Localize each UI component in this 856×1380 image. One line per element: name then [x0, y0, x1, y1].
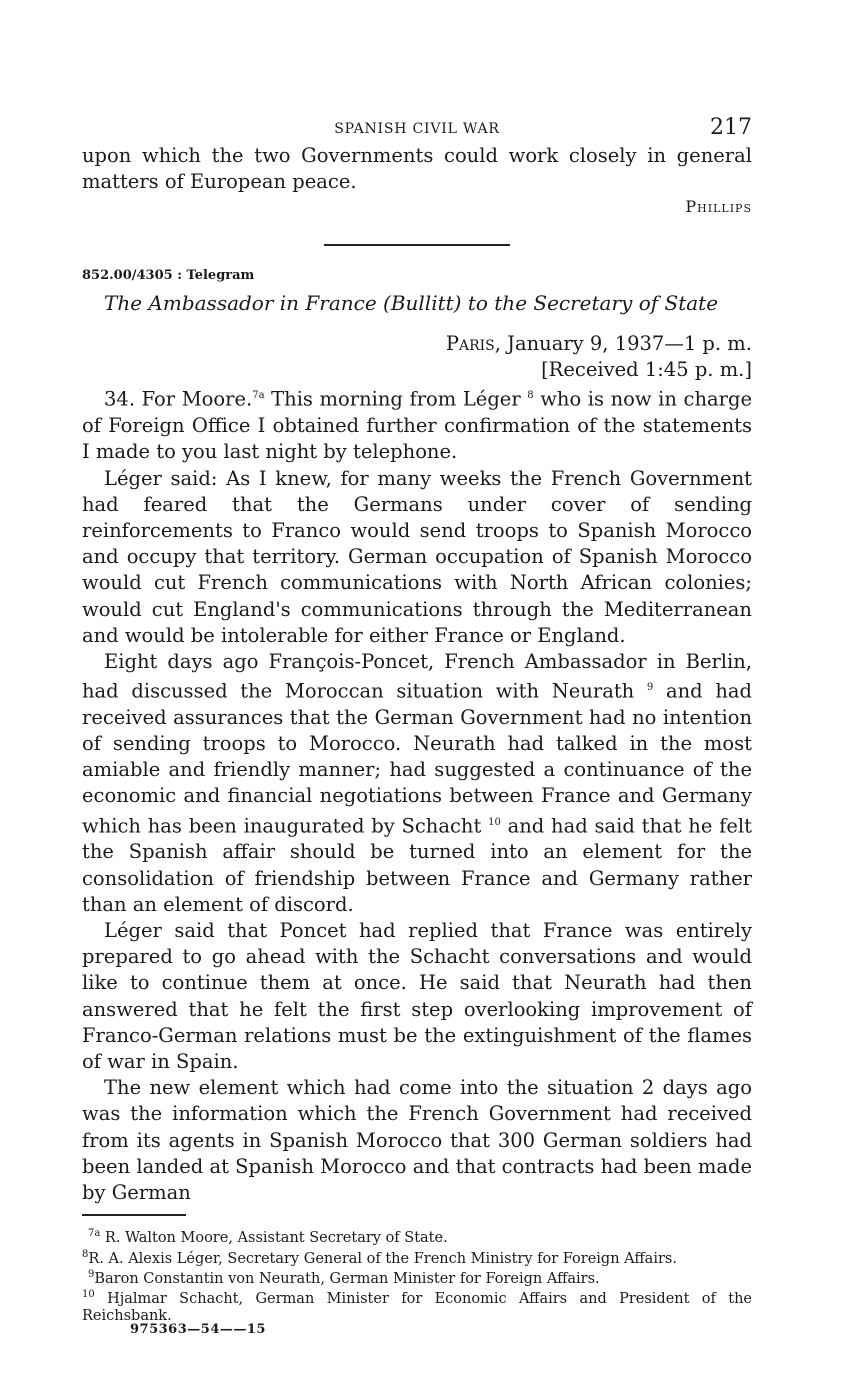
section-divider — [324, 244, 510, 246]
footnote-text: R. A. Alexis Léger, Secretary General of the French Ministry for Foreign Affairs. — [88, 1250, 677, 1267]
footnote-text: Hjalmar Schacht, German Minister for Economic Affairs and President of the Reichsbank. — [82, 1291, 752, 1324]
document-title: The Ambassador in France (Bullitt) to the Secretary of State — [104, 291, 719, 316]
footnote-ref: 7a — [252, 390, 265, 402]
page-header — [82, 115, 752, 143]
footnote-7a — [82, 1226, 752, 1246]
carryover-block — [82, 143, 752, 195]
footnote-text: Baron Constantin von Neurath, German Minister for Foreign Affairs. — [94, 1270, 600, 1287]
text-run: Eight days ago François-Poncet, French Ambassador in Berlin, had discussed the Moroccan situation with Neurath — [82, 649, 752, 703]
text-run: This morning from Léger — [264, 387, 528, 411]
footnote-mark: 8 — [82, 1248, 89, 1260]
dateline — [82, 331, 752, 383]
paragraph-1 — [82, 383, 752, 465]
received-line: [Received 1:45 p. m.] — [541, 358, 752, 382]
text-run: and had received assurances that the German Government had no intention of sending troops to Morocco. Neurath had talked in the most amiable and friendly manner; had suggested a continuance of the economic and financial negotiations between France and Germany which has been inaugurated by Schacht — [82, 679, 753, 838]
page — [82, 115, 752, 1324]
paragraph-4: Léger said that Poncet had replied that France was entirely prepared to go ahead with the Schacht conversations and would like to continue them at once. He said that Neurath had then answered that he felt the first step overlooking improvement of Franco-German relations must be the extinguishment of the flames of war in Spain. — [82, 918, 752, 1073]
footnote-mark: 7a — [88, 1228, 101, 1240]
printer-mark: 975363—54——15 — [130, 1322, 266, 1337]
footnote-mark: 10 — [82, 1289, 95, 1301]
text-run: and had said that he felt the Spanish affair should be turned into an element for the consolidation of friendship between France and Germany rather than an element of discord. — [82, 814, 752, 916]
footnote-rule — [82, 1214, 186, 1216]
page-number: 217 — [710, 115, 752, 140]
footnote-8 — [82, 1247, 752, 1267]
paragraph-3 — [82, 649, 752, 918]
signature: Phillips — [685, 197, 752, 217]
footnote-ref: 10 — [488, 816, 501, 828]
place: Paris, — [445, 332, 501, 356]
footnotes — [82, 1226, 752, 1324]
running-title: SPANISH CIVIL WAR — [334, 121, 500, 137]
footnote-ref: 8 — [527, 390, 534, 402]
footnote-text: R. Walton Moore, Assistant Secretary of State. — [100, 1230, 448, 1247]
footnote-10 — [82, 1287, 752, 1324]
carryover-paragraph: upon which the two Governments could work closely in general matters of European peace. — [82, 144, 752, 194]
text-run: 34. For Moore. — [104, 387, 253, 411]
paragraph-2: Léger said: As I knew, for many weeks the French Government had feared that the Germans under cover of sending reinforcements to Franco would send troops to Spanish Morocco and occupy that territory. German occupation of Spanish Morocco would cut French communications with North African colonies; would cut England's communications through the Mediterranean and would be intolerable for either France or England. — [82, 466, 752, 647]
paragraph-5: The new element which had come into the situation 2 days ago was the information which the French Government had received from its agents in Spanish Morocco that 300 German soldiers had been landed at Spanish Morocco and that contracts had been made by German — [82, 1076, 752, 1204]
date-line — [82, 331, 752, 357]
footnote-ref: 9 — [646, 682, 654, 694]
footnote-mark: 9 — [88, 1268, 95, 1280]
footnote-9 — [82, 1267, 752, 1287]
telegram-body — [82, 383, 752, 1206]
date: January 9, 1937—1 p. m. — [500, 332, 752, 356]
text-run: who is now in charge of Foreign Office I obtained further confirmation of the statements I made to you last night by telephone. — [82, 387, 752, 464]
file-number: 852.00/4305 : Telegram — [82, 268, 255, 284]
